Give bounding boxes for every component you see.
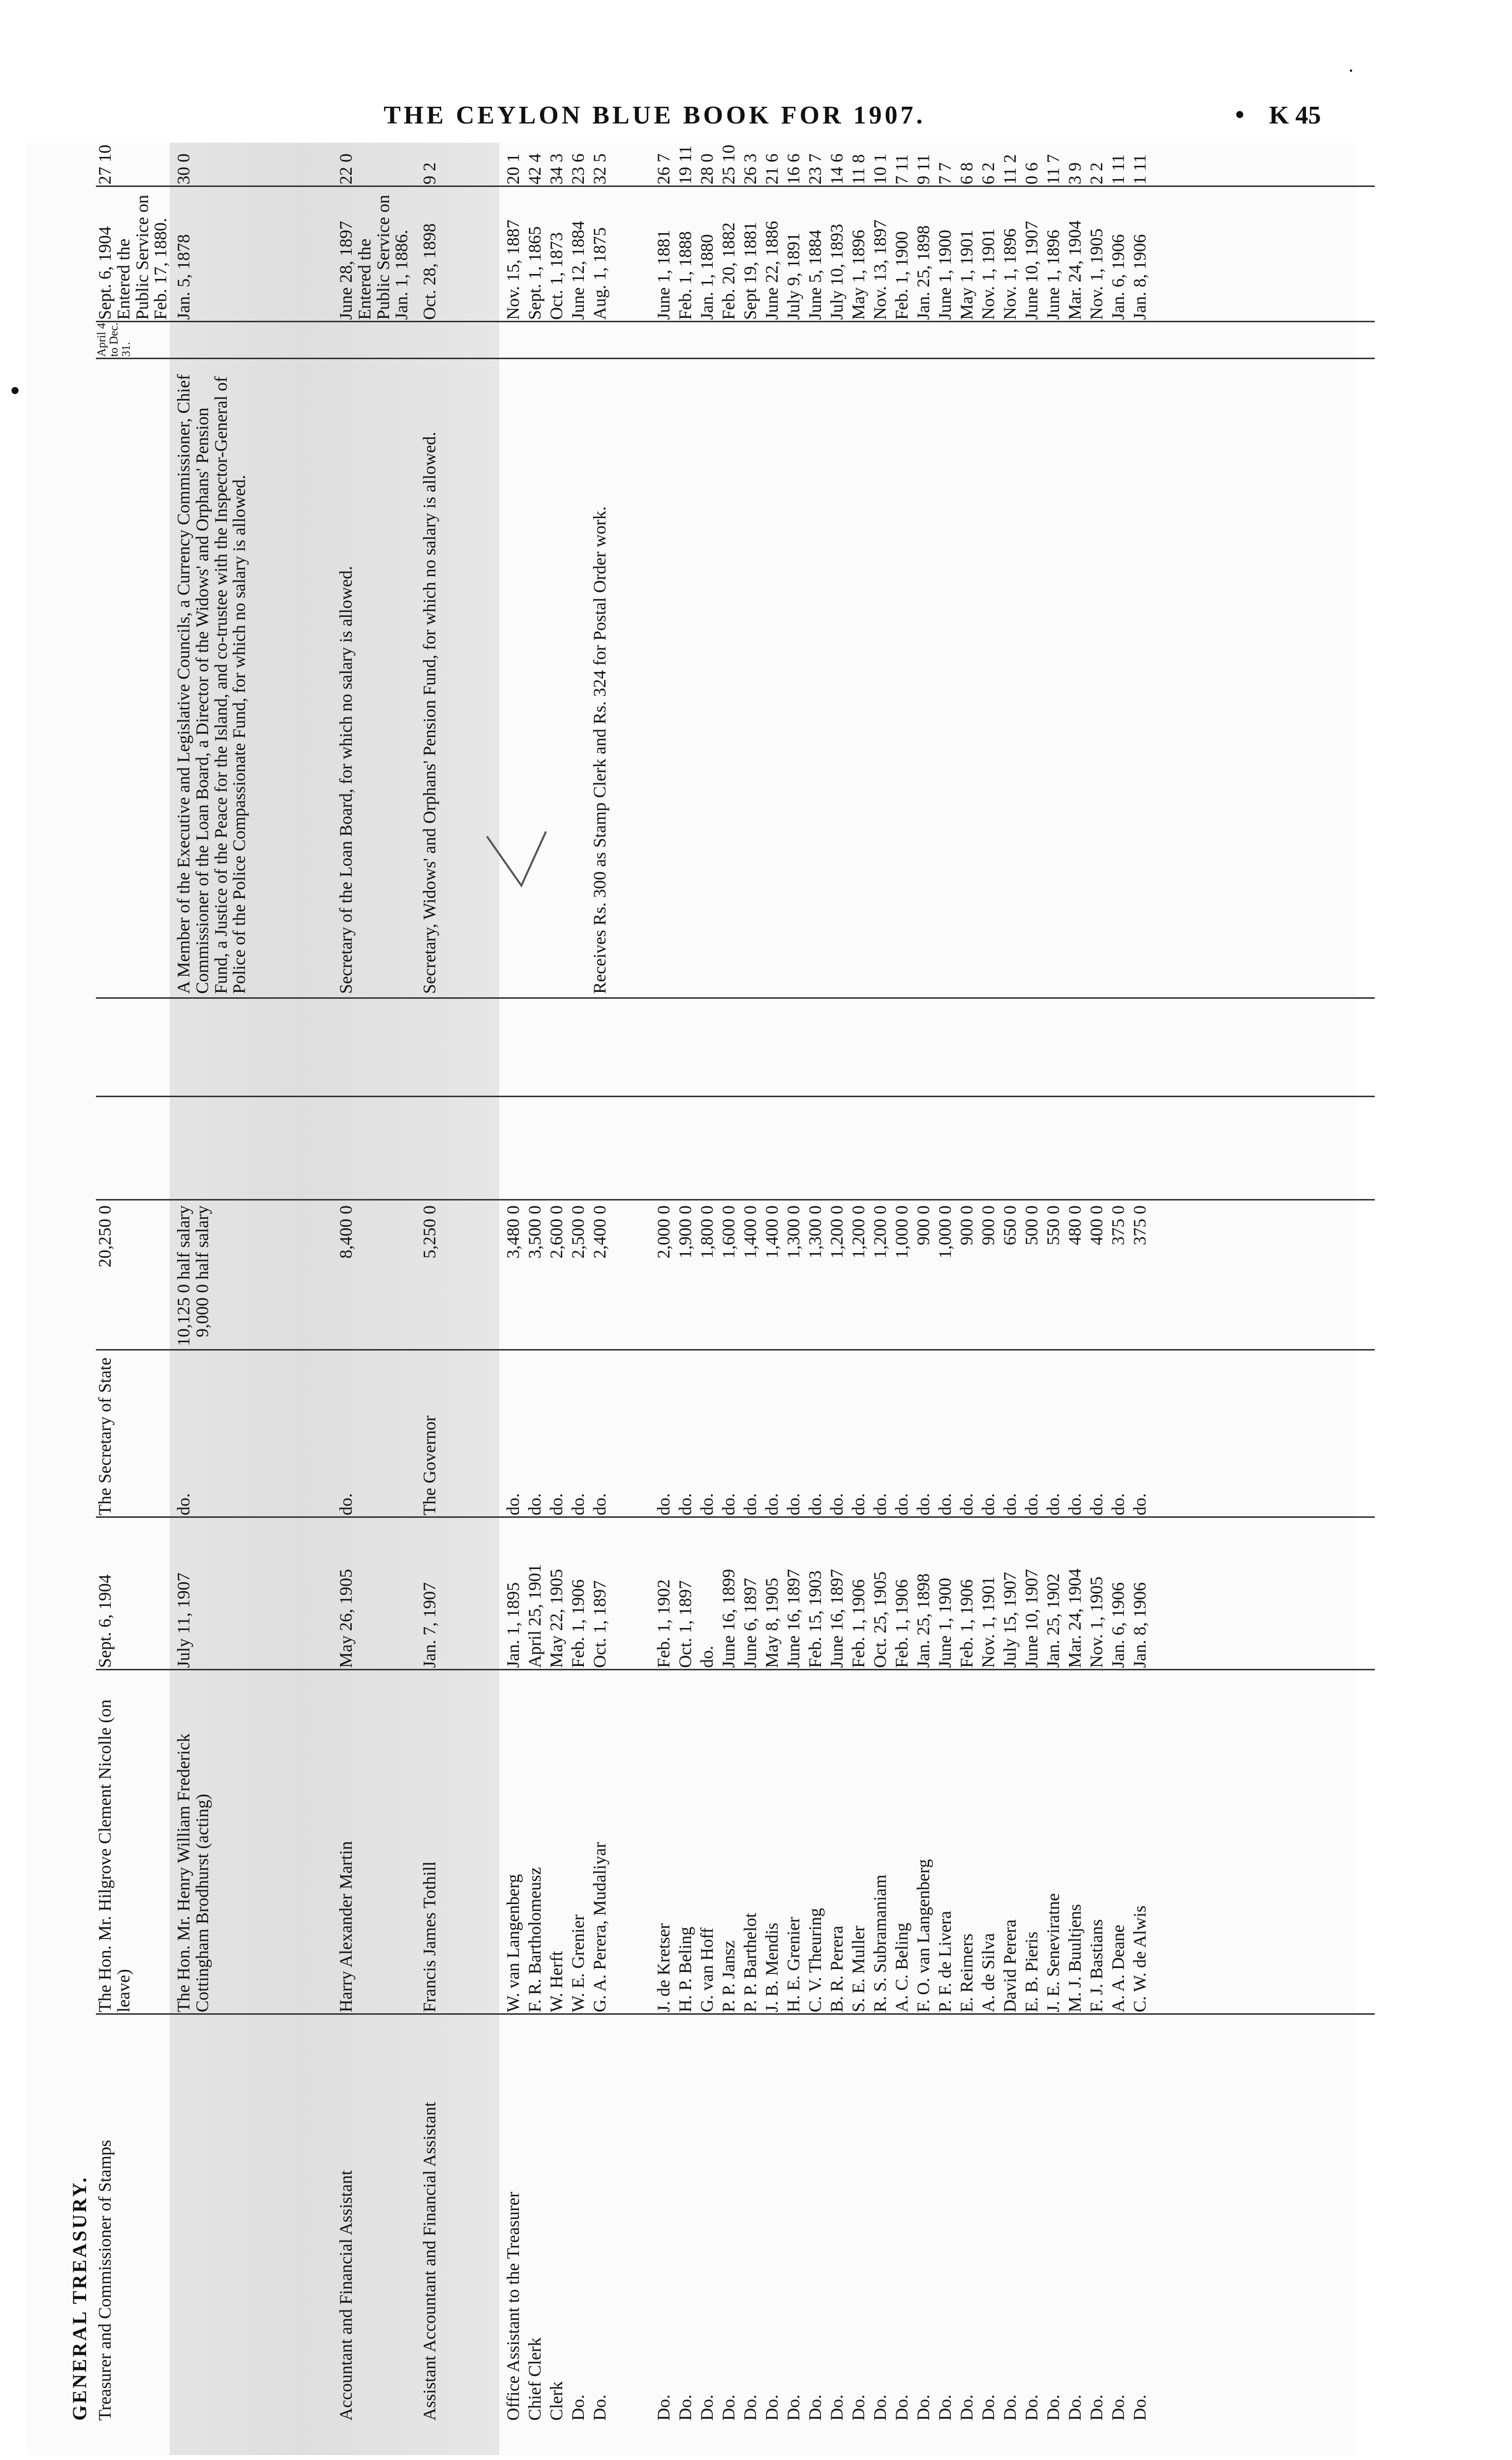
cell-authority: do. <box>957 1493 976 1515</box>
cell-salary: 2,400 0 <box>590 1205 609 1259</box>
cell-name: Harry Alexander Martin <box>336 1841 356 2012</box>
cell-age: 11 2 <box>1000 154 1020 184</box>
cell-name: F. R. Bartholomeusz <box>525 1867 544 2012</box>
cell-entry: Mar. 24, 1904 <box>1065 220 1085 320</box>
cell-office: Do. <box>848 2395 868 2421</box>
cell-entry: June 1, 1896 <box>1043 230 1063 320</box>
cell-date: Oct. 1, 1897 <box>590 1580 609 1668</box>
cell-office: Do. <box>784 2395 803 2421</box>
cell-office: Do. <box>1000 2395 1020 2421</box>
cell-date: May 26, 1905 <box>336 1569 356 1668</box>
cell-entry: Oct. 1, 1873 <box>546 232 566 320</box>
cell-date: Feb. 1, 1906 <box>892 1579 911 1668</box>
cell-authority: do. <box>848 1493 868 1515</box>
cell-age: 9 2 <box>420 162 439 184</box>
cell-salary: 375 0 <box>1130 1205 1149 1245</box>
cell-entry: July 9, 1891 <box>784 232 803 320</box>
cell-remarks: Secretary, Widows' and Orphans' Pension Fund, for which no salary is allowed. <box>420 431 439 994</box>
cell-name: W. Herft <box>546 1951 566 2012</box>
cell-date: Mar. 24, 1904 <box>1065 1568 1085 1668</box>
cell-salary: 1,800 0 <box>697 1205 717 1259</box>
cell-authority: do. <box>805 1493 825 1515</box>
cell-office: Do. <box>827 2395 847 2421</box>
cell-office: Do. <box>1043 2395 1063 2421</box>
cell-salary: 1,000 0 <box>892 1205 911 1259</box>
cell-remarks: A Member of the Executive and Legislative Councils, a Currency Commissioner, Chief Commissioner of the Loan Board, a Director of the Widows' and Orphans' Pension Fund, a Justice of the Peace for the Island, and co-trustee with the Inspector-General of Police of the Police Compassionate Fund, for which no salary is allowed. <box>174 374 249 994</box>
cell-office: Do. <box>719 2395 738 2421</box>
cell-entry: Sept. 6, 1904 Entered the Public Service on Feb. 17, 1880. <box>95 195 171 320</box>
cell-age: 42 4 <box>525 154 544 184</box>
cell-entry: Sept. 1, 1865 <box>525 226 544 320</box>
cell-date: June 16, 1897 <box>784 1569 803 1668</box>
cell-office: Do. <box>1065 2395 1085 2421</box>
cell-date: May 22, 1905 <box>546 1569 566 1668</box>
cell-entry: Nov. 15, 1887 <box>503 219 523 320</box>
cell-salary: 1,200 0 <box>827 1205 847 1259</box>
cell-date: June 1, 1900 <box>935 1578 955 1668</box>
cell-office: Do. <box>1087 2395 1106 2421</box>
cell-salary: 900 0 <box>913 1205 933 1245</box>
cell-entry: Nov. 1, 1901 <box>978 228 998 320</box>
cell-authority: do. <box>784 1493 803 1515</box>
cell-entry: Oct. 28, 1898 <box>420 223 439 320</box>
cell-salary: 480 0 <box>1065 1205 1085 1245</box>
column-rule <box>96 1096 1375 1097</box>
cell-name: E. Reimers <box>957 1934 976 2012</box>
cell-age: 23 6 <box>568 154 588 184</box>
cell-name: W. E. Grenier <box>568 1914 588 2012</box>
cell-authority: do. <box>913 1493 933 1515</box>
cell-salary: 400 0 <box>1087 1205 1106 1245</box>
cell-name: G. van Hoff <box>697 1927 717 2012</box>
cell-entry: July 10, 1893 <box>827 223 847 320</box>
cell-office: Do. <box>740 2395 760 2421</box>
cell-entry: June 28, 1897 Entered the Public Service on Jan. 1, 1886. <box>336 195 412 320</box>
cell-authority: do. <box>719 1493 738 1515</box>
cell-salary: 1,300 0 <box>784 1205 803 1259</box>
cell-date: July 15, 1907 <box>1000 1571 1020 1668</box>
cell-date: Sept. 6, 1904 <box>95 1574 115 1668</box>
cell-salary: 3,500 0 <box>525 1205 544 1259</box>
cell-salary: 10,125 0 half salary 9,000 0 half salary <box>174 1205 212 1346</box>
cell-date: April 25, 1901 <box>525 1564 544 1668</box>
cell-name: David Perera <box>1000 1919 1020 2012</box>
cell-entry: Jan. 5, 1878 <box>174 234 193 320</box>
cell-entry: June 5, 1884 <box>805 230 825 320</box>
cell-age: 6 8 <box>957 162 976 184</box>
cell-age: 34 3 <box>546 154 566 184</box>
cell-office: Do. <box>1022 2395 1041 2421</box>
cell-entry: Feb. 20, 1882 <box>719 222 738 320</box>
column-rule <box>96 2013 1375 2015</box>
cell-remarks: Receives Rs. 300 as Stamp Clerk and Rs. 324 for Postal Order work. <box>590 506 609 994</box>
cell-entry: June 1, 1881 <box>654 230 673 320</box>
cell-authority: do. <box>762 1493 782 1515</box>
cell-date: June 16, 1897 <box>827 1569 847 1668</box>
cell-authority: do. <box>1022 1493 1041 1515</box>
cell-salary: 8,400 0 <box>336 1205 356 1259</box>
cell-salary: 650 0 <box>1000 1205 1020 1245</box>
running-title: THE CEYLON BLUE BOOK FOR 1907. <box>384 101 926 129</box>
cell-name: A. A. Deane <box>1108 1925 1128 2012</box>
cell-entry: June 1, 1900 <box>935 230 955 320</box>
cell-office: Do. <box>935 2395 955 2421</box>
cell-authority: do. <box>935 1493 955 1515</box>
cell-age: 27 10 <box>95 145 115 184</box>
cell-authority: do. <box>1000 1493 1020 1515</box>
cell-name: P. P. Jansz <box>719 1940 738 2012</box>
cell-entry: June 22, 1886 <box>762 221 782 320</box>
cell-age: 21 6 <box>762 154 782 184</box>
cell-entry: Jan. 8, 1906 <box>1130 234 1149 320</box>
ink-speck: · <box>1348 60 1355 82</box>
cell-entry: Feb. 1, 1900 <box>892 231 911 320</box>
cell-authority: do. <box>697 1493 717 1515</box>
cell-authority: do. <box>675 1493 695 1515</box>
cell-salary: 1,300 0 <box>805 1205 825 1259</box>
cell-date: Nov. 1, 1901 <box>978 1576 998 1668</box>
cell-office: Do. <box>1130 2395 1149 2421</box>
cell-name: P. F. de Livera <box>935 1910 955 2012</box>
cell-age: 1 11 <box>1130 154 1149 184</box>
cell-age: 28 0 <box>697 154 717 184</box>
cell-office: Do. <box>590 2395 609 2421</box>
column-rule <box>96 1516 1375 1518</box>
cell-date: June 16, 1899 <box>719 1569 738 1668</box>
cell-age: 26 3 <box>740 154 760 184</box>
cell-date: Jan. 7, 1907 <box>420 1582 439 1668</box>
cell-date: Jan. 25, 1898 <box>913 1573 933 1668</box>
cell-name: The Hon. Mr. Hilgrove Clement Nicolle (on leave) <box>95 1699 133 2012</box>
cell-authority: do. <box>1043 1493 1063 1515</box>
cell-salary: 375 0 <box>1108 1205 1128 1245</box>
cell-name: J. B. Mendis <box>762 1922 782 2012</box>
cell-office: Do. <box>568 2395 588 2421</box>
cell-age: 16 6 <box>784 154 803 184</box>
cell-age: 32 5 <box>590 154 609 184</box>
cell-age: 26 7 <box>654 154 673 184</box>
cell-authority: do. <box>525 1493 544 1515</box>
cell-authority: do. <box>870 1493 890 1515</box>
column-rule <box>96 997 1375 999</box>
cell-age: 0 6 <box>1022 162 1041 184</box>
cell-age: 1 11 <box>1108 154 1128 184</box>
cell-entry: Jan. 25, 1898 <box>913 225 933 320</box>
margin-bullet: • <box>10 374 21 407</box>
cell-salary: 5,250 0 <box>420 1205 439 1259</box>
cell-date: Feb. 1, 1906 <box>848 1579 868 1668</box>
column-rule <box>96 358 1375 359</box>
cell-date: Jan. 8, 1906 <box>1130 1582 1149 1668</box>
cell-name: J. de Kretser <box>654 1923 673 2012</box>
cell-entry: Aug. 1, 1875 <box>590 227 609 320</box>
cell-office: Do. <box>1108 2395 1128 2421</box>
cell-salary: 2,500 0 <box>568 1205 588 1259</box>
cell-entry: Feb. 1, 1888 <box>675 231 695 320</box>
cell-entry: Jan. 6, 1906 <box>1108 234 1128 320</box>
cell-name: C. W. de Alwis <box>1130 1905 1149 2012</box>
cell-authority: do. <box>740 1493 760 1515</box>
cell-name: P. P. Barthelot <box>740 1912 760 2012</box>
section-title: GENERAL TREASURY. <box>68 2176 91 2421</box>
cell-age: 11 8 <box>848 154 868 184</box>
cell-name: C. V. Theuring <box>805 1907 825 2012</box>
cell-office: Do. <box>762 2395 782 2421</box>
cell-entry: Jan. 1, 1880 <box>697 234 717 320</box>
cell-authority: do. <box>503 1493 523 1515</box>
cell-date: July 11, 1907 <box>174 1572 193 1668</box>
cell-age: 3 9 <box>1065 162 1085 184</box>
cell-salary: 20,250 0 <box>95 1205 115 1267</box>
cell-salary: 2,000 0 <box>654 1205 673 1259</box>
cell-entry: Nov. 13, 1897 <box>870 219 890 320</box>
cell-date: Nov. 1, 1905 <box>1087 1576 1106 1668</box>
pencil-tick-mark <box>477 827 556 905</box>
cell-salary: 550 0 <box>1043 1205 1063 1245</box>
cell-name: A. C. Beling <box>892 1922 911 2012</box>
column-rule <box>96 1349 1375 1351</box>
cell-age: 11 7 <box>1043 154 1063 184</box>
cell-authority: The Secretary of State <box>95 1357 115 1515</box>
cell-office: Do. <box>870 2395 890 2421</box>
cell-date: Feb. 1, 1906 <box>957 1579 976 1668</box>
cell-authority: do. <box>654 1493 673 1515</box>
cell-age: 10 1 <box>870 154 890 184</box>
cell-date: Oct. 1, 1897 <box>675 1580 695 1668</box>
cell-date: do. <box>697 1646 717 1668</box>
cell-entry: Sept 19, 1881 <box>740 221 760 320</box>
cell-entry: Nov. 1, 1896 <box>1000 228 1020 320</box>
cell-salary: 900 0 <box>957 1205 976 1245</box>
cell-age: 6 2 <box>978 162 998 184</box>
cell-date: May 8, 1905 <box>762 1578 782 1668</box>
cell-name: J. E. Seneviratne <box>1043 1893 1063 2012</box>
cell-age: 7 11 <box>892 154 911 184</box>
cell-authority: do. <box>892 1493 911 1515</box>
cell-date: Oct. 25, 1905 <box>870 1571 890 1668</box>
cell-office: Accountant and Financial Assistant <box>336 2170 356 2421</box>
page-number: K 45 <box>1269 101 1321 129</box>
column-rule <box>96 1669 1375 1670</box>
cell-salary: 3,480 0 <box>503 1205 523 1259</box>
cell-name: Francis James Tothill <box>420 1861 439 2012</box>
cell-authority: do. <box>827 1493 847 1515</box>
cell-age: 19 11 <box>675 145 695 184</box>
cell-name: F. J. Bastians <box>1087 1919 1106 2012</box>
cell-age: 7 7 <box>935 162 955 184</box>
cell-salary: 1,900 0 <box>675 1205 695 1259</box>
cell-salary: 1,200 0 <box>870 1205 890 1259</box>
cell-authority: do. <box>568 1493 588 1515</box>
cell-authority: do. <box>1130 1493 1149 1515</box>
cell-date: June 10, 1907 <box>1022 1569 1041 1668</box>
cell-salary: 500 0 <box>1022 1205 1041 1245</box>
cell-period: April 4 to Dec. 31. <box>95 322 133 357</box>
cell-salary: 1,600 0 <box>719 1205 738 1259</box>
cell-name: R. S. Subramaniam <box>870 1875 890 2012</box>
cell-name: H. P. Beling <box>675 1926 695 2012</box>
cell-name: S. E. Muller <box>848 1926 868 2012</box>
cell-authority: The Governor <box>420 1415 439 1515</box>
cell-entry: June 10, 1907 <box>1022 221 1041 320</box>
cell-office: Do. <box>892 2395 911 2421</box>
cell-office: Do. <box>913 2395 933 2421</box>
cell-date: Feb. 1, 1906 <box>568 1579 588 1668</box>
cell-office: Do. <box>654 2395 673 2421</box>
column-rule <box>96 1199 1375 1200</box>
cell-office: Clerk <box>546 2381 566 2421</box>
cell-authority: do. <box>1065 1493 1085 1515</box>
cell-salary: 1,400 0 <box>762 1205 782 1259</box>
cell-authority: do. <box>174 1493 193 1515</box>
cell-entry: Nov. 1, 1905 <box>1087 228 1106 320</box>
cell-authority: do. <box>978 1493 998 1515</box>
cell-age: 25 10 <box>719 145 738 184</box>
cell-authority: do. <box>590 1493 609 1515</box>
cell-age: 14 6 <box>827 154 847 184</box>
cell-age: 30 0 <box>174 154 193 184</box>
cell-office: Do. <box>978 2395 998 2421</box>
cell-name: M. J. Buultjens <box>1065 1904 1085 2012</box>
rotated-table <box>66 145 1394 2421</box>
cell-office: Treasurer and Commissioner of Stamps <box>95 2140 115 2421</box>
cell-age: 2 2 <box>1087 162 1106 184</box>
cell-remarks: Secretary of the Loan Board, for which no salary is allowed. <box>336 566 356 994</box>
cell-age: 20 1 <box>503 154 523 184</box>
cell-name: The Hon. Mr. Henry William Frederick Cottingham Brodhurst (acting) <box>174 1733 212 2012</box>
cell-name: G. A. Perera, Mudaliyar <box>590 1842 609 2012</box>
cell-date: Jan. 6, 1906 <box>1108 1582 1128 1668</box>
cell-authority: do. <box>336 1493 356 1515</box>
running-header <box>384 98 1367 135</box>
cell-office: Do. <box>805 2395 825 2421</box>
cell-entry: June 12, 1884 <box>568 221 588 320</box>
header-bullet: • <box>1235 98 1245 131</box>
cell-age: 23 7 <box>805 154 825 184</box>
cell-entry: May 1, 1901 <box>957 230 976 320</box>
cell-authority: do. <box>1108 1493 1128 1515</box>
cell-name: A. de Silva <box>978 1933 998 2012</box>
cell-name: H. E. Grenier <box>784 1917 803 2012</box>
cell-age: 22 0 <box>336 154 356 184</box>
cell-office: Chief Clerk <box>525 2337 544 2421</box>
cell-office: Do. <box>675 2395 695 2421</box>
cell-authority: do. <box>1087 1493 1106 1515</box>
cell-date: Jan. 1, 1895 <box>503 1582 523 1668</box>
cell-date: Jan. 25, 1902 <box>1043 1573 1063 1668</box>
cell-office: Office Assistant to the Treasurer <box>503 2191 523 2421</box>
cell-salary: 900 0 <box>978 1205 998 1245</box>
cell-name: W. van Langenberg <box>503 1874 523 2012</box>
cell-office: Assistant Accountant and Financial Assistant <box>420 2102 439 2421</box>
cell-authority: do. <box>546 1493 566 1515</box>
cell-date: Feb. 1, 1902 <box>654 1579 673 1668</box>
cell-date: Feb. 15, 1903 <box>805 1570 825 1668</box>
cell-salary: 1,200 0 <box>848 1205 868 1259</box>
cell-salary: 2,600 0 <box>546 1205 566 1259</box>
cell-office: Do. <box>957 2395 976 2421</box>
cell-name: E. B. Pieris <box>1022 1931 1041 2012</box>
cell-date: June 6, 1897 <box>740 1578 760 1668</box>
cell-entry: May 1, 1896 <box>848 230 868 320</box>
cell-age: 9 11 <box>913 154 933 184</box>
cell-name: B. R. Perera <box>827 1926 847 2012</box>
column-rule <box>96 321 1375 322</box>
cell-salary: 1,000 0 <box>935 1205 955 1259</box>
cell-office: Do. <box>697 2395 717 2421</box>
column-rule <box>96 185 1375 187</box>
cell-salary: 1,400 0 <box>740 1205 760 1259</box>
cell-name: F. O. van Langenberg <box>913 1859 933 2012</box>
